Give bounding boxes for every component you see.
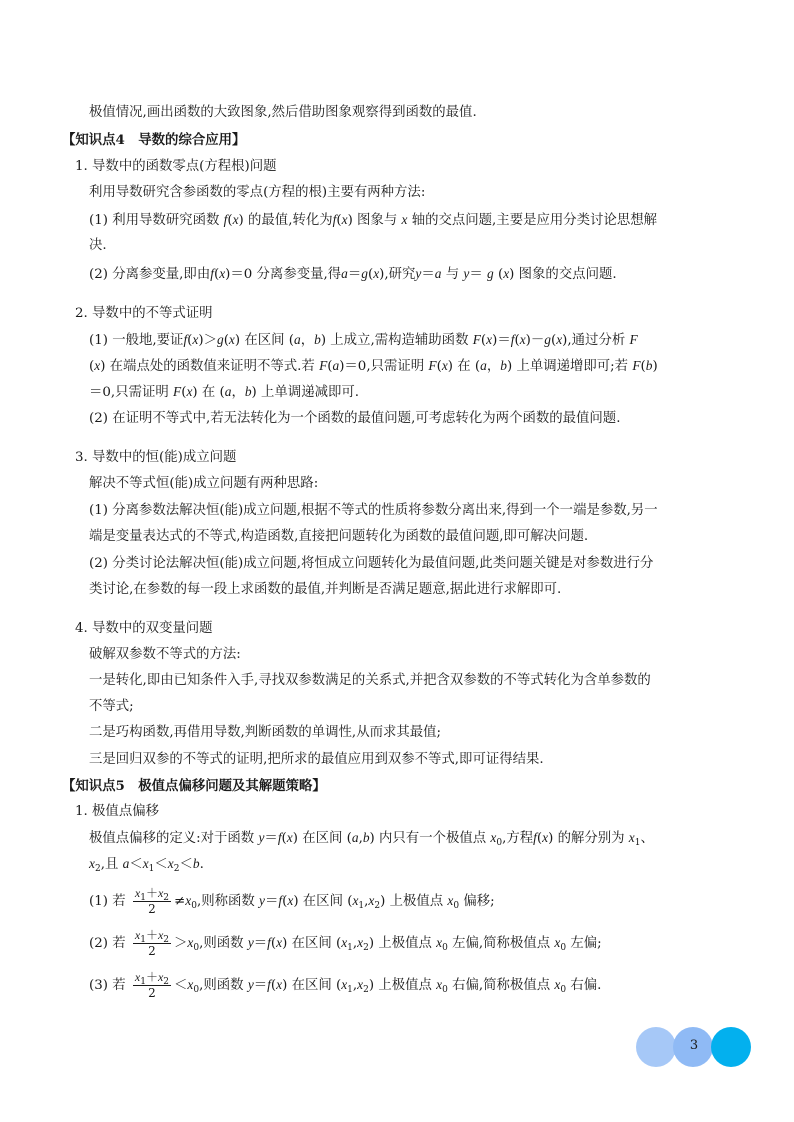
- text-line: (2) 分类讨论法解决恒(能)成立问题,将恒成立问题转化为最值问题,此类问题关键是对参数进行分: [89, 556, 654, 571]
- text-line: ＝0,只需证明 F(x) 在 (a，b) 上单调递减即可.: [89, 384, 360, 400]
- text-line: (1) 若 $\frac{x_1+x_2}{2}$ $\ne x_0$,则称函数 y＝f(x) 在区间 $(x_1,x_2)$ 上极值点 $x_0$ 偏移;: [89, 886, 495, 916]
- subsection-title: 1. 导数中的函数零点(方程根)问题: [75, 159, 277, 174]
- text-line: (x) 在端点处的函数值来证明不等式.若 F(a)＝0,只需证明 F(x) 在 (a，b) 上单调递增即可;若 F(b): [89, 358, 658, 374]
- text-line: 解决不等式恒(能)成立问题有两种思路:: [89, 476, 319, 491]
- text-line: 破解双参数不等式的方法:: [89, 647, 241, 662]
- text-line: (2) 若 $\frac{x_1+x_2}{2}$ $>x_0$,则函数 y＝f(x) 在区间 $(x_1,x_2)$ 上极值点 $x_0$ 左偏,简称极值点 $x_0$ 左偏;: [89, 928, 602, 958]
- section-heading: 【知识点4 导数的综合应用】: [62, 132, 246, 148]
- subsection-title: 2. 导数中的不等式证明: [75, 306, 213, 321]
- text-line: (2) 分离参变量,即由f(x)＝0 分离参变量,得a＝g(x),研究y＝a 与 y＝ g (x) 图象的交点问题.: [89, 266, 617, 282]
- text-line: $x_2$,且 $a<x_1<x_2<b$.: [89, 856, 204, 874]
- text-line: 二是巧构函数,再借用导数,判断函数的单调性,从而求其最值;: [89, 725, 442, 740]
- page-circle-left: [636, 1027, 676, 1067]
- subsection-title: 1. 极值点偏移: [75, 804, 159, 819]
- section-heading: 【知识点5 极值点偏移问题及其解题策略】: [62, 778, 326, 794]
- text-line: 类讨论,在参数的每一段上求函数的最值,并判断是否满足题意,据此进行求解即可.: [89, 582, 562, 597]
- text-line: 极值情况,画出函数的大致图象,然后借助图象观察得到函数的最值.: [89, 105, 477, 120]
- text-line: (1) 分离参数法解决恒(能)成立问题,根据不等式的性质将参数分离出来,得到一个一端是参数,另一: [89, 503, 658, 518]
- text-line: 极值点偏移的定义:对于函数 y＝f(x) 在区间 (a,b) 内只有一个极值点 $x_0$,方程f(x) 的解分别为 $x_1$、: [89, 830, 654, 848]
- text-line: 端是变量表达式的不等式,构造函数,直接把问题转化为函数的最值问题,即可解决问题.: [89, 529, 589, 544]
- text-line: 不等式;: [89, 699, 134, 714]
- subsection-title: 4. 导数中的双变量问题: [75, 621, 213, 636]
- text-line: 决.: [89, 238, 107, 253]
- text-line: 三是回归双参的不等式的证明,把所求的最值应用到双参不等式,即可证得结果.: [89, 752, 544, 767]
- page-circle-right: [711, 1027, 751, 1067]
- text-line: (1) 利用导数研究函数 f(x) 的最值,转化为f(x) 图象与 x 轴的交点问题,主要是应用分类讨论思想解: [89, 212, 657, 228]
- page-number: 3: [689, 1038, 699, 1053]
- text-line: 利用导数研究含参函数的零点(方程的根)主要有两种方法:: [89, 185, 426, 200]
- text-line: 一是转化,即由已知条件入手,寻找双参数满足的关系式,并把含双参数的不等式转化为含单参数的: [89, 673, 651, 688]
- text-line: (3) 若 $\frac{x_1+x_2}{2}$ $<x_0$,则函数 y＝f(x) 在区间 $(x_1,x_2)$ 上极值点 $x_0$ 右偏,简称极值点 $x_0$ 右偏.: [89, 970, 602, 1000]
- text-line: (1) 一般地,要证f(x)＞g(x) 在区间 (a，b) 上成立,需构造辅助函数 F(x)＝f(x)－g(x),通过分析 F: [89, 332, 638, 348]
- subsection-title: 3. 导数中的恒(能)成立问题: [75, 450, 237, 465]
- text-line: (2) 在证明不等式中,若无法转化为一个函数的最值问题,可考虑转化为两个函数的最值问题.: [89, 411, 621, 426]
